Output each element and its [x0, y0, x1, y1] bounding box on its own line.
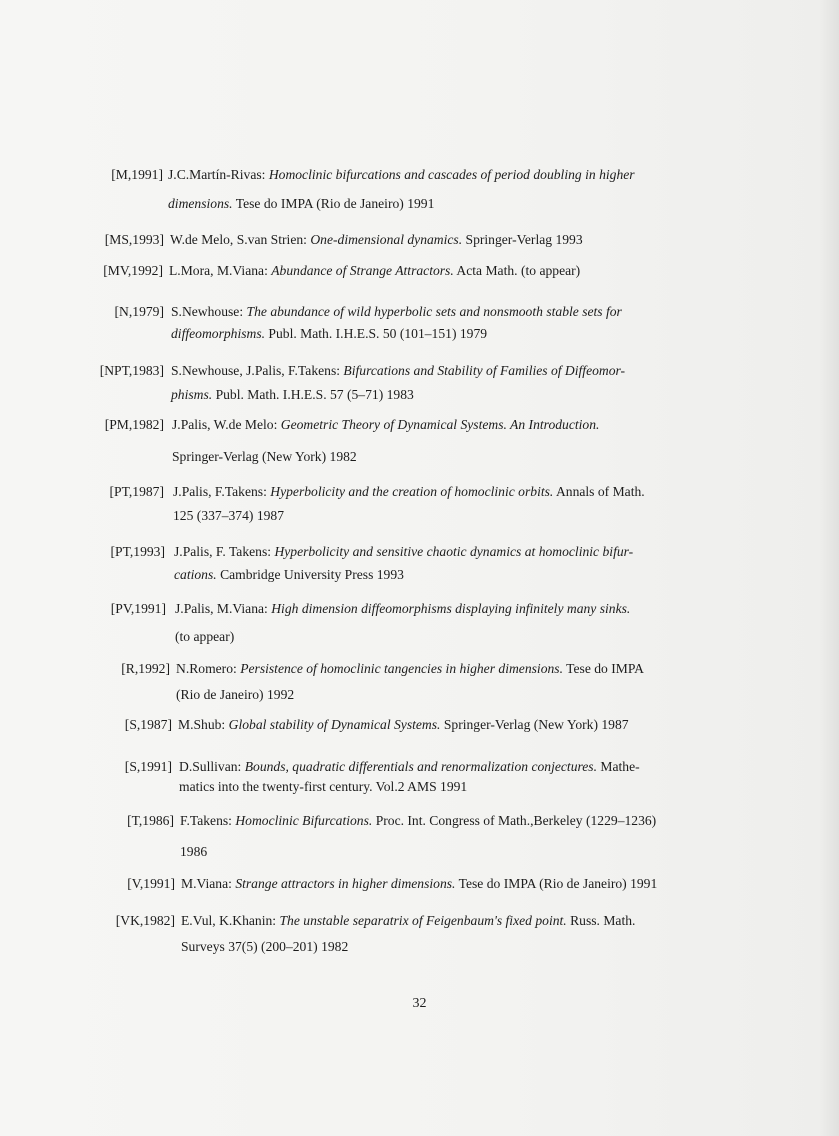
reference-text-segment: S.Newhouse: [171, 304, 247, 319]
reference-text-line [181, 906, 635, 935]
reference-title-segment: Global stability of Dynamical Systems. [228, 717, 441, 732]
reference-text-segment: 125 (337–374) 1987 [173, 508, 285, 523]
reference-text-segment: Tese do IMPA (Rio de Janeiro) 1991 [232, 196, 435, 211]
reference-text-segment: Russ. Math. [566, 913, 636, 928]
reference-title-segment: diffeomorphisms. [171, 326, 266, 341]
reference-text-segment: J.Palis, F.Takens: [173, 484, 271, 499]
reference-text-segment: D.Sullivan: [179, 759, 245, 774]
page-edge-shadow [819, 0, 839, 1136]
reference-text-segment: S.Newhouse, J.Palis, F.Takens: [171, 363, 344, 378]
reference-text-segment: J.Palis, W.de Melo: [172, 417, 281, 432]
reference-text-segment: E.Vul, K.Khanin: [181, 913, 280, 928]
reference-text-line [175, 622, 234, 651]
reference-text-segment: J.C.Martín-Rivas: [168, 167, 269, 182]
reference-text-segment: Mathe- [597, 759, 640, 774]
reference-title-segment: High dimension diffeomorphisms displaying infinitely many sinks. [271, 601, 631, 616]
reference-title-segment: Homoclinic bifurcations and cascades of period doubling in higher [268, 167, 635, 182]
reference-key: [V,1991] [127, 876, 175, 891]
reference-text-line [176, 680, 294, 709]
reference-text-segment: N.Romero: [176, 661, 241, 676]
reference-title-segment: The unstable separatrix of Feigenbaum's fixed point. [279, 913, 567, 928]
reference-text-segment: W.de Melo, S.van Strien: [170, 232, 311, 247]
reference-text-line [178, 710, 629, 739]
reference-text-segment: Publ. Math. I.H.E.S. 57 (5–71) 1983 [212, 387, 414, 402]
reference-title-segment: Bounds, quadratic differentials and renormalization conjectures. [244, 759, 597, 774]
reference-title-segment: dimensions. [168, 196, 233, 211]
reference-text-segment: Annals of Math. [553, 484, 645, 499]
reference-key: [M,1991] [111, 167, 163, 182]
reference-text-line [181, 932, 348, 961]
reference-title-segment: Persistence of homoclinic tangencies in higher dimensions. [240, 661, 563, 676]
reference-title-segment: The abundance of wild hyperbolic sets and nonsmooth stable sets for [246, 304, 622, 319]
reference-title-segment: Hyperbolicity and the creation of homoclinic orbits. [270, 484, 554, 499]
reference-text-line [174, 560, 404, 589]
reference-text-segment: Publ. Math. I.H.E.S. 50 (101–151) 1979 [265, 326, 488, 341]
reference-key: [T,1986] [127, 813, 174, 828]
reference-text-segment: M.Shub: [178, 717, 229, 732]
reference-text-segment: Proc. Int. Congress of Math.,Berkeley (1229–1236) [372, 813, 657, 828]
reference-text-line [180, 837, 207, 866]
reference-text-segment: M.Viana: [181, 876, 236, 891]
reference-text-line [171, 319, 487, 348]
reference-text-line [172, 410, 599, 439]
reference-key: [NPT,1983] [99, 363, 164, 378]
reference-text-line [170, 225, 583, 254]
reference-title-segment: Hyperbolicity and sensitive chaotic dynamics at homoclinic bifur- [274, 544, 634, 559]
reference-title-segment: Abundance of Strange Attractors. [271, 263, 454, 278]
reference-text-segment: Cambridge University Press 1993 [216, 567, 404, 582]
reference-key: [S,1991] [124, 759, 172, 774]
reference-key: [VK,1982] [115, 913, 175, 928]
reference-text-segment: Springer-Verlag (New York) 1987 [440, 717, 629, 732]
reference-title-segment: Geometric Theory of Dynamical Systems. An Introduction. [280, 417, 600, 432]
reference-text-line [168, 160, 635, 189]
reference-key: [PT,1987] [109, 484, 164, 499]
reference-key: [PM,1982] [104, 417, 164, 432]
reference-text-segment: L.Mora, M.Viana: [169, 263, 272, 278]
reference-title-segment: Homoclinic Bifurcations. [235, 813, 373, 828]
reference-text-segment: matics into the twenty-first century. Vol.2 AMS 1991 [179, 779, 468, 794]
reference-text-segment: 1986 [180, 844, 208, 859]
reference-text-segment: J.Palis, M.Viana: [175, 601, 272, 616]
reference-key: [PV,1991] [110, 601, 166, 616]
reference-key: [R,1992] [121, 661, 170, 676]
reference-key: [MV,1992] [103, 263, 163, 278]
reference-text-segment: Tese do IMPA [562, 661, 644, 676]
reference-text-segment: Springer-Verlag (New York) 1982 [172, 449, 357, 464]
reference-text-line [181, 869, 657, 898]
reference-text-segment: Springer-Verlag 1993 [462, 232, 583, 247]
reference-text-line [176, 654, 644, 683]
reference-title-segment: Bifurcations and Stability of Families of Diffeomor- [343, 363, 626, 378]
reference-text-line [180, 806, 656, 835]
reference-key: [PT,1993] [110, 544, 165, 559]
reference-title-segment: cations. [174, 567, 217, 582]
reference-title-segment: phisms. [171, 387, 213, 402]
reference-text-segment: F.Takens: [180, 813, 236, 828]
reference-key: [S,1987] [124, 717, 172, 732]
reference-text-line [179, 772, 467, 801]
reference-key: [N,1979] [114, 304, 164, 319]
reference-text-line [168, 189, 434, 218]
reference-text-line [171, 380, 414, 409]
reference-text-line [169, 256, 580, 285]
reference-text-line [172, 442, 357, 471]
reference-key: [MS,1993] [104, 232, 164, 247]
reference-text-segment: Acta Math. (to appear) [453, 263, 581, 278]
reference-title-segment: One-dimensional dynamics. [310, 232, 463, 247]
reference-text-segment: (to appear) [175, 629, 235, 644]
reference-text-segment: (Rio de Janeiro) 1992 [176, 687, 295, 702]
reference-text-segment: J.Palis, F. Takens: [174, 544, 275, 559]
reference-text-segment: Surveys 37(5) (200–201) 1982 [181, 939, 349, 954]
reference-text-line [173, 501, 284, 530]
page-number: 32 [412, 996, 427, 1011]
reference-text-line [175, 594, 630, 623]
reference-title-segment: Strange attractors in higher dimensions. [235, 876, 456, 891]
reference-text-segment: Tese do IMPA (Rio de Janeiro) 1991 [455, 876, 658, 891]
